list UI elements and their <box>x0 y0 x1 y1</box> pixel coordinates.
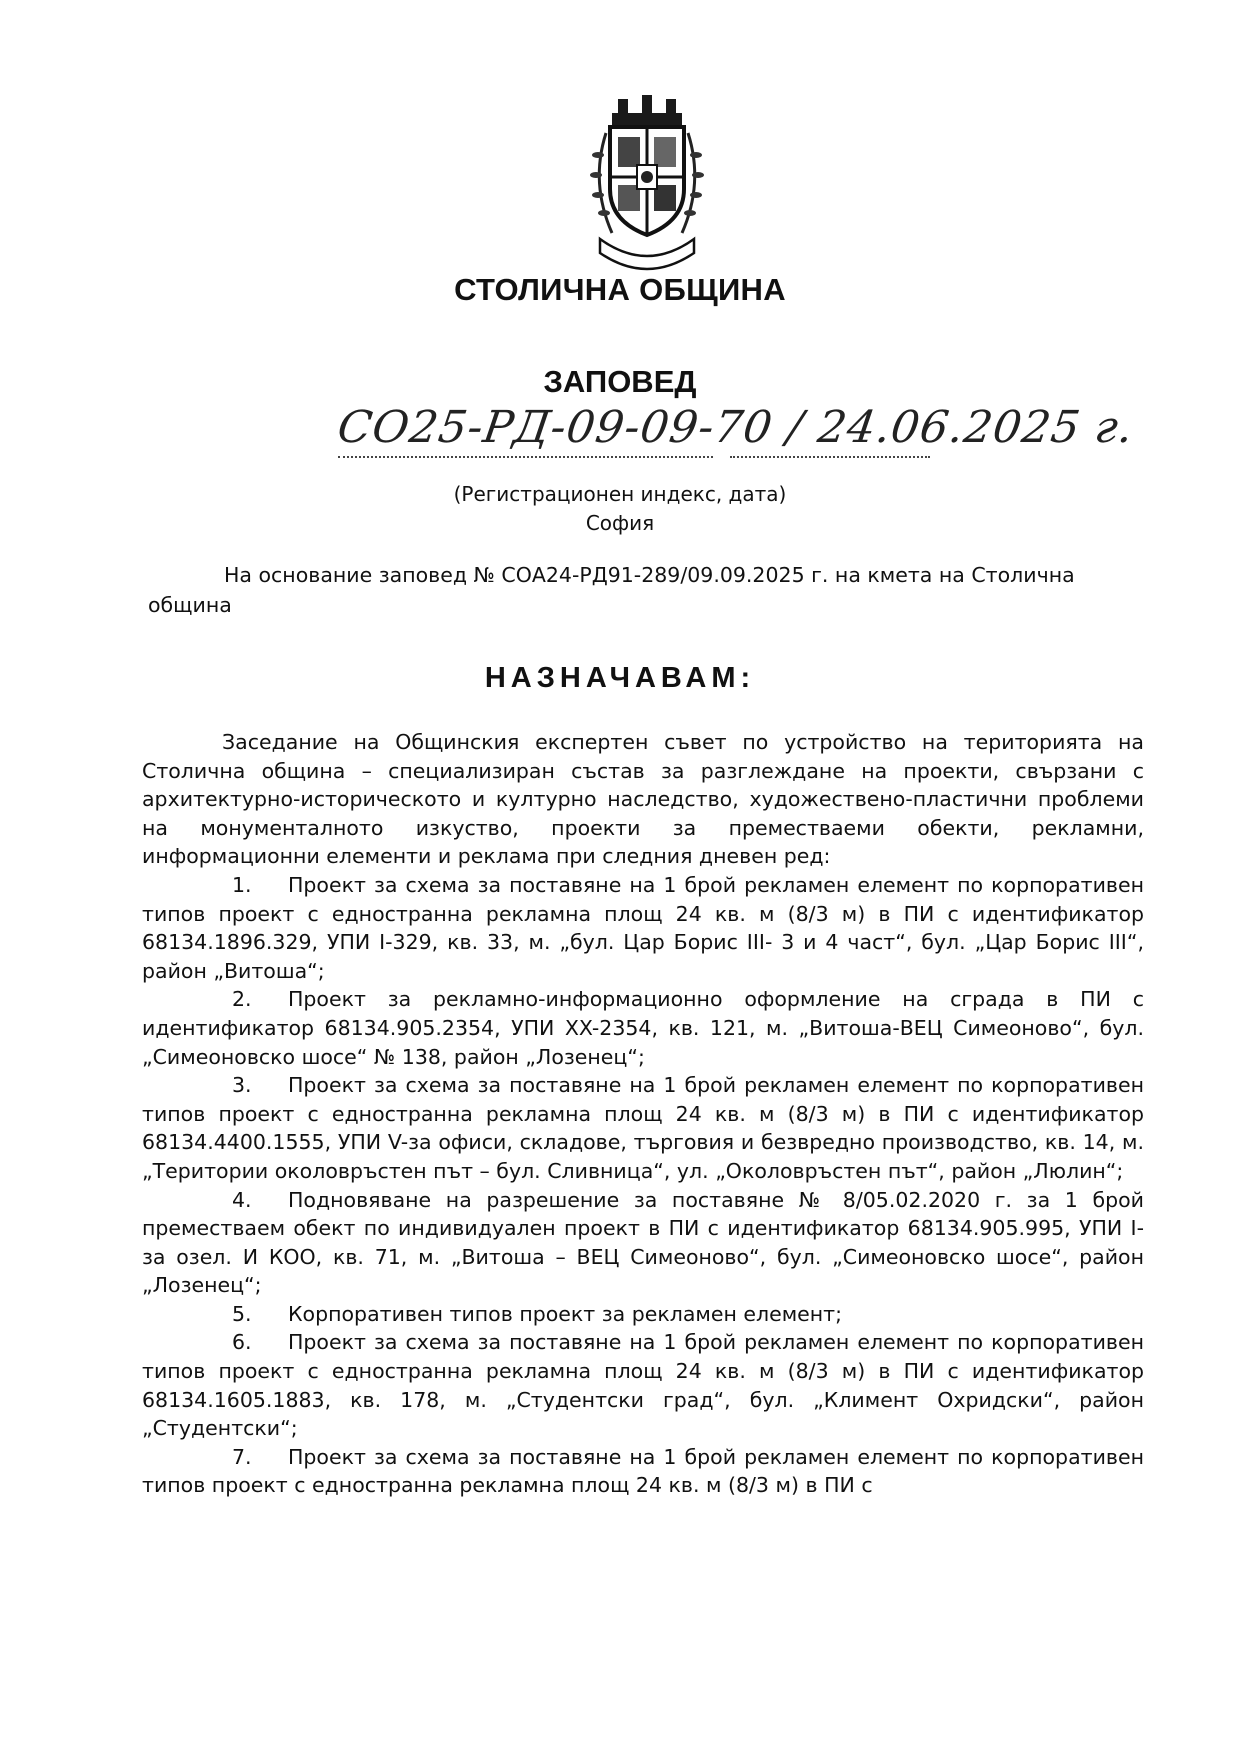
agenda-text: Проект за рекламно-информационно оформление на сграда в ПИ с идентификатор 68134.905.2354, УПИ XX-2354, кв. 121, м. „Витоша-ВЕЦ Симеоново“, бул. „Симеоновско шосе“ № 138, район „Лозенец“; <box>142 987 1144 1069</box>
agenda-item <box>142 1300 1144 1329</box>
intro-paragraph: Заседание на Общинския експертен съвет по устройство на територията на Столична община – специализиран състав за разглеждане на проекти, свързани с архитектурно-историческото и културно наследство, художествено-пластични проблеми на монументалното изкуство, проекти за преместваеми обекти, рекламни, информационни елементи и реклама при следния дневен ред: <box>142 730 1144 869</box>
agenda-number: 4. <box>232 1187 252 1212</box>
agenda-item <box>142 1071 1144 1185</box>
registration-line <box>334 402 1138 484</box>
agenda-item <box>142 985 1144 1071</box>
agenda-text: Проект за схема за поставяне на 1 брой рекламен елемент по корпоративен типов проект с едностранна рекламна площ 24 кв. м (8/3 м) в ПИ с идентификатор 68134.1896.329, УПИ I-329, кв. 33, м. „бул. Цар Борис III- 3 и 4 част“, бул. „Цар Борис III“, район „Витоша“; <box>142 872 1144 983</box>
agenda-text: Корпоративен типов проект за рекламен елемент; <box>288 1301 843 1326</box>
agenda-item <box>142 1186 1144 1300</box>
dotted-line <box>730 456 930 458</box>
city: София <box>585 511 655 535</box>
document-type: ЗАПОВЕД <box>543 364 697 399</box>
registration-label: (Регистрационен индекс, дата) <box>453 482 787 506</box>
assign-heading: НАЗНАЧАВАМ: <box>484 662 756 694</box>
organization-name: СТОЛИЧНА ОБЩИНА <box>454 272 786 307</box>
agenda-text: Проект за схема за поставяне на 1 брой рекламен елемент по корпоративен типов проект с едностранна рекламна площ 24 кв. м (8/3 м) в ПИ с <box>142 1444 1144 1498</box>
agenda-number: 6. <box>232 1330 252 1355</box>
agenda-list <box>142 871 1144 1500</box>
agenda-number: 1. <box>232 872 252 897</box>
agenda-item <box>142 1443 1144 1500</box>
agenda-item <box>142 871 1144 985</box>
agenda-text: Проект за схема за поставяне на 1 брой рекламен елемент по корпоративен типов проект с едностранна рекламна площ 24 кв. м (8/3 м) в ПИ с идентификатор 68134.1605.1883, кв. 178, м. „Студентски град“, бул. „Климент Охридски“, район „Студентски“; <box>142 1330 1144 1441</box>
order-body <box>142 728 1144 1500</box>
agenda-number: 2. <box>232 987 252 1012</box>
agenda-item <box>142 1328 1144 1442</box>
handwritten-registration: СО25-РД-09-09-70 / 24.06.2025 г. <box>334 402 1138 453</box>
dotted-line <box>338 456 713 458</box>
agenda-number: 5. <box>232 1301 252 1326</box>
agenda-number: 7. <box>232 1444 252 1469</box>
legal-basis: На основание заповед № СОА24-РД91-289/09.09.2025 г. на кмета на Столична община <box>148 563 1075 617</box>
agenda-number: 3. <box>232 1073 252 1098</box>
sofia-coat-of-arms-icon <box>582 93 712 273</box>
agenda-text: Проект за схема за поставяне на 1 брой рекламен елемент по корпоративен типов проект с едностранна рекламна площ 24 кв. м (8/3 м) в ПИ с идентификатор 68134.4400.1555, УПИ V-за офиси, складове, търговия и безвредно производство, кв. 14, м. „Територии околовръстен път – бул. Сливница“, ул. „Околовръстен път“, район „Люлин“; <box>142 1073 1144 1183</box>
agenda-text: Подновяване на разрешение за поставяне № 8/05.02.2020 г. за 1 брой преместваем обект по индивидуален проект в ПИ с идентификатор 68134.905.995, УПИ I-за озел. И КОО, кв. 71, м. „Витоша – ВЕЦ Симеоново“, бул. „Симеоновско шосе“, район „Лозенец“; <box>142 1187 1144 1298</box>
